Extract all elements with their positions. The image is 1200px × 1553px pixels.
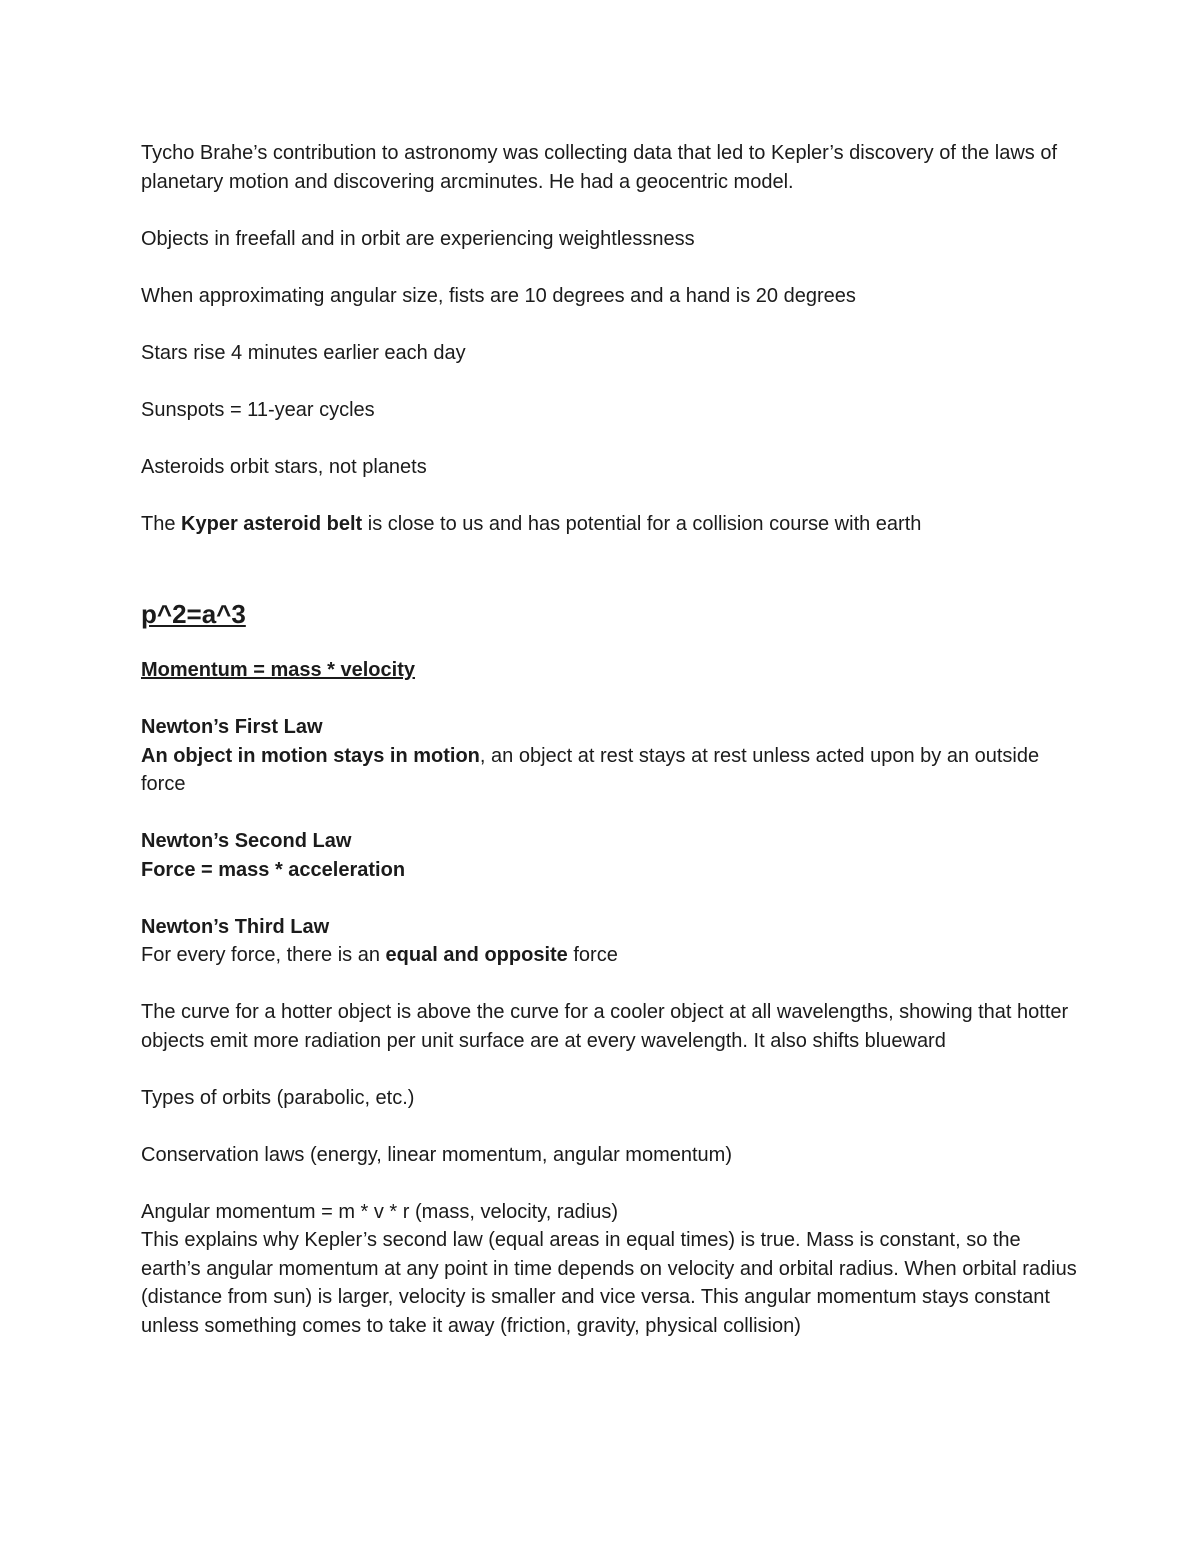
- paragraph-tycho-brahe: Tycho Brahe’s contribution to astronomy was collecting data that led to Kepler’s discovery of the laws of planetary motion and discovering arcminutes. He had a geocentric model.: [141, 142, 1058, 193]
- kepler-third-law-formula: p^2=a^3: [141, 599, 246, 629]
- paragraph-orbit-types: Types of orbits (parabolic, etc.): [141, 1086, 415, 1109]
- newton-third-law-heading: Newton’s Third Law: [141, 915, 330, 938]
- paragraph-asteroids: Asteroids orbit stars, not planets: [141, 455, 427, 478]
- third-pre: For every force, there is an: [141, 944, 386, 966]
- document-page: [141, 139, 1081, 1340]
- force-formula: Force = mass * acceleration: [141, 858, 406, 881]
- paragraph-sunspots: Sunspots = 11-year cycles: [141, 398, 375, 421]
- newton-first-rest: , an object at rest stays at rest unless acted upon by an outside force: [141, 744, 1040, 795]
- paragraph-blackbody: The curve for a hotter object is above the curve for a cooler object at all wavelengths, showing that hotter objects emit more radiation per unit surface are at every wavelength. It also shifts blueward: [141, 1001, 1069, 1052]
- newton-second-law-heading: Newton’s Second Law: [141, 830, 352, 852]
- kyper-bold: Kyper asteroid belt: [181, 512, 363, 535]
- paragraph-angular-size: When approximating angular size, fists are 10 degrees and a hand is 20 degrees: [141, 284, 856, 307]
- angular-momentum-body: This explains why Kepler’s second law (equal areas in equal times) is true. Mass is constant, so the earth’s angular momentum at any point in time depends on velocity and orbital radius. When orbital radius (distance from sun) is larger, velocity is smaller and vice versa. This angular momentum stays constant unless something comes to take it away (friction, gravity, physical collision): [141, 1229, 1077, 1337]
- newton-first-law-text: [141, 742, 1081, 799]
- kyper-pre: The: [141, 512, 182, 535]
- paragraph-kyper-belt: [141, 510, 1081, 539]
- paragraph-conservation-laws: Conservation laws (energy, linear momentum, angular momentum): [141, 1143, 732, 1166]
- angular-momentum-title: Angular momentum = m * v * r (mass, velocity, radius): [141, 1200, 618, 1223]
- third-post: force: [567, 944, 618, 966]
- kyper-post: is close to us and has potential for a collision course with earth: [362, 512, 922, 535]
- paragraph-stars-rise: Stars rise 4 minutes earlier each day: [141, 341, 466, 364]
- paragraph-weightlessness: Objects in freefall and in orbit are experiencing weightlessness: [141, 227, 695, 250]
- newton-first-law-title: [141, 713, 1081, 742]
- newton-first-bold: An object in motion stays in motion: [141, 744, 480, 767]
- momentum-formula: Momentum = mass * velocity: [141, 659, 415, 681]
- newton-first-law-heading: Newton’s First Law: [141, 716, 323, 738]
- newton-third-law-text: [141, 941, 1081, 970]
- newton-second-law-formula: [141, 856, 1081, 885]
- third-bold: equal and opposite: [385, 944, 568, 966]
- newton-second-law-title: [141, 827, 1081, 856]
- newton-third-law-title: [141, 913, 1081, 942]
